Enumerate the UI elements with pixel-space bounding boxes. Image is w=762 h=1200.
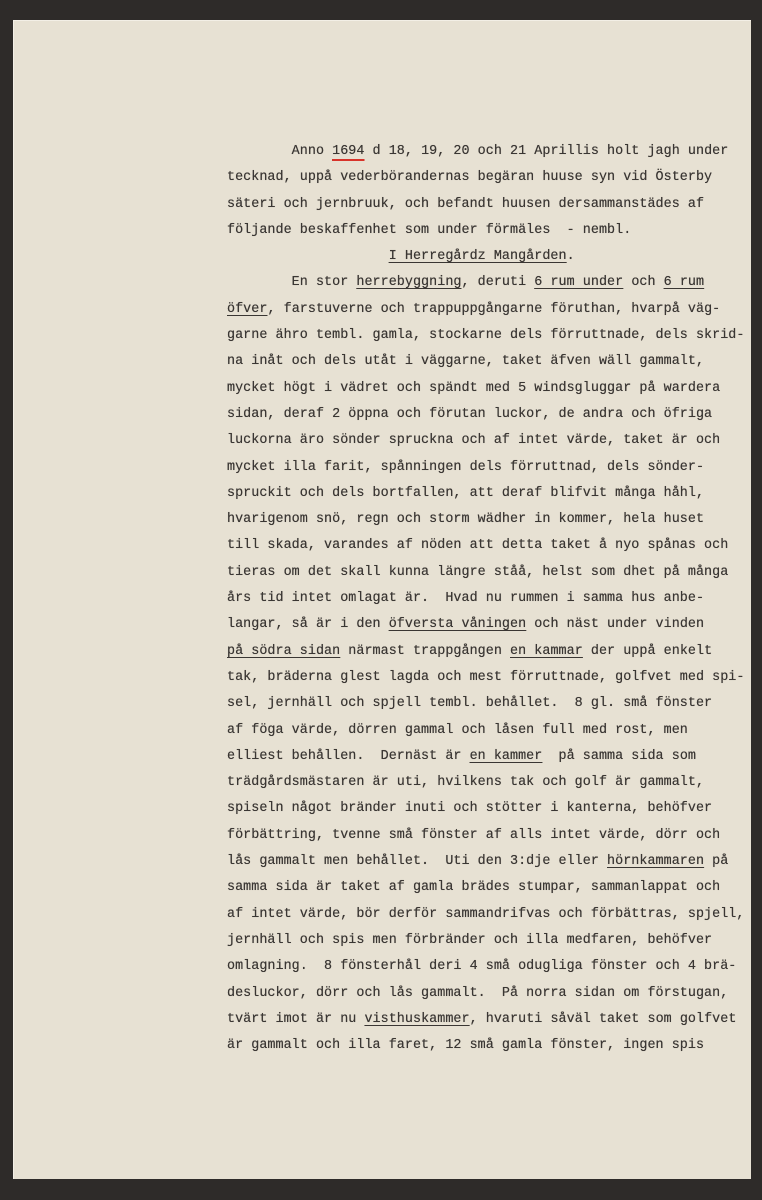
text-segment: trädgårdsmästaren är uti, hvilkens tak och golf är gammalt, <box>227 775 705 791</box>
text-line <box>227 270 762 296</box>
text-line <box>227 376 762 402</box>
text-segment: Anno <box>227 144 333 159</box>
text-segment: af intet värde, bör derför sammandrifvas och förbättras, spjell, <box>227 906 745 922</box>
text-line <box>227 297 762 323</box>
text-segment: elliest behållen. Dernäst är <box>227 748 470 764</box>
text-segment: samma sida är taket af gamla brädes stumpar, sammanlappat och <box>227 880 721 896</box>
text-segment: omlagning. 8 fönsterhål deri 4 små odugliga fönster och 4 brä- <box>227 959 737 975</box>
text-line <box>227 218 762 244</box>
text-segment: sidan, deraf 2 öppna och förutan luckor, de andra och öfriga <box>227 406 713 422</box>
text-segment: jernhäll och spis men förbränder och illa medfaren, behöfver <box>227 932 713 948</box>
text-line <box>227 849 762 875</box>
text-line <box>227 796 762 822</box>
underlined-text: 6 rum under <box>534 275 624 291</box>
text-segment: närmast trappgången <box>340 643 511 659</box>
text-line <box>227 428 762 454</box>
text-line <box>227 744 762 770</box>
text-segment: langar, så är i den <box>227 617 389 633</box>
text-line <box>227 323 762 349</box>
text-line <box>227 586 762 612</box>
text-line <box>227 770 762 796</box>
text-segment: är gammalt och illa faret, 12 små gamla fönster, ingen spis <box>227 1038 705 1054</box>
underlined-text: visthuskammer <box>364 1011 470 1027</box>
text-segment: , farstuverne och trappuppgångarne föruthan, hvarpå väg- <box>267 301 721 317</box>
text-line <box>227 1007 762 1033</box>
text-segment: på <box>704 854 729 870</box>
underlined-text: 6 rum <box>663 275 705 291</box>
text-segment: tieras om det skall kunna längre ståå, helst som dhet på många <box>227 564 729 580</box>
underlined-text: en kammar <box>510 643 583 659</box>
text-line <box>227 875 762 901</box>
underlined-text: öfversta våningen <box>388 617 527 633</box>
text-segment: sel, jernhäll och spjell tembl. behållet. 8 gl. små fönster <box>227 696 713 712</box>
text-line <box>227 192 762 218</box>
text-line <box>227 691 762 717</box>
text-line <box>227 244 762 270</box>
text-line <box>227 507 762 533</box>
text-line <box>227 639 762 665</box>
text-line <box>227 481 762 507</box>
text-segment: och näst under vinden <box>526 617 705 633</box>
text-segment: En stor <box>227 275 357 291</box>
text-line <box>227 823 762 849</box>
text-segment: tecknad, uppå vederbörandernas begäran huuse syn vid Österby <box>227 170 713 186</box>
text-segment: och <box>623 275 664 291</box>
text-line <box>227 402 762 428</box>
text-segment: na inåt och dels utåt i väggarne, taket äfven wäll gammalt, <box>227 354 705 370</box>
text-segment: spiseln något bränder inuti och stötter i kanterna, behöfver <box>227 801 713 817</box>
underlined-text: I Herregårdz Mangården <box>388 249 567 265</box>
underlined-text: en kammer <box>469 748 543 764</box>
text-segment: års tid intet omlagat är. Hvad nu rummen i samma hus anbe- <box>227 591 705 607</box>
text-segment: hvarigenom snö, regn och storm wädher in kommer, hela huset <box>227 512 705 528</box>
text-segment: till skada, varandes af nöden att detta taket å nyo spånas och <box>227 538 729 554</box>
text-segment: desluckor, dörr och lås gammalt. På norra sidan om förstugan, <box>227 985 729 1001</box>
text-line <box>227 954 762 980</box>
text-segment: , deruti <box>461 275 535 291</box>
text-segment: lås gammalt men behållet. Uti den 3:dje eller <box>227 854 608 870</box>
underlined-text: hörnkammaren <box>607 854 705 870</box>
text-segment: der uppå enkelt <box>582 643 713 659</box>
text-line <box>227 1033 762 1059</box>
text-line <box>227 165 762 191</box>
underlined-text: herrebyggning <box>356 275 462 291</box>
text-segment: tak, bräderna glest lagda och mest förruttnade, golfvet med spi- <box>227 669 745 685</box>
text-segment: säteri och jernbruuk, och befandt huusen dersammanstädes af <box>227 196 705 212</box>
text-segment: tvärt imot är nu <box>227 1011 365 1027</box>
text-segment <box>227 249 389 264</box>
text-segment: d 18, 19, 20 och 21 Aprillis holt jagh under <box>364 144 729 159</box>
text-segment: följande beskaffenhet som under förmäles - nembl. <box>227 222 632 238</box>
text-segment: förbättring, tvenne små fönster af alls intet värde, dörr och <box>227 827 721 843</box>
text-line <box>227 902 762 928</box>
text-segment: mycket högt i vädret och spändt med 5 windsgluggar på wardera <box>227 380 721 396</box>
underlined-text: på södra sidan <box>227 643 341 659</box>
text-line <box>227 349 762 375</box>
text-segment: garne ähro tembl. gamla, stockarne dels förruttnade, dels skrid- <box>227 328 745 344</box>
underlined-text: öfver <box>227 301 268 317</box>
typewritten-text <box>227 139 762 1059</box>
text-segment: , hvaruti såväl taket som golfvet <box>469 1011 737 1027</box>
document-page <box>13 20 751 1179</box>
text-line <box>227 928 762 954</box>
text-line <box>227 612 762 638</box>
text-segment: af föga värde, dörren gammal och låsen full med rost, men <box>227 722 688 738</box>
text-line <box>227 139 762 165</box>
text-segment: luckorna äro sönder spruckna och af intet värde, taket är och <box>227 433 721 449</box>
text-segment: . <box>566 249 575 265</box>
text-line <box>227 665 762 691</box>
text-line <box>227 455 762 481</box>
text-segment: spruckit och dels bortfallen, att deraf blifvit många håhl, <box>227 485 705 501</box>
text-line <box>227 981 762 1007</box>
text-line <box>227 718 762 744</box>
text-line <box>227 560 762 586</box>
text-segment: mycket illa farit, spånningen dels förruttnad, dels sönder- <box>227 459 705 475</box>
text-line <box>227 533 762 559</box>
text-segment: på samma sida som <box>542 748 696 764</box>
red-underlined-year: 1694 <box>332 144 365 159</box>
